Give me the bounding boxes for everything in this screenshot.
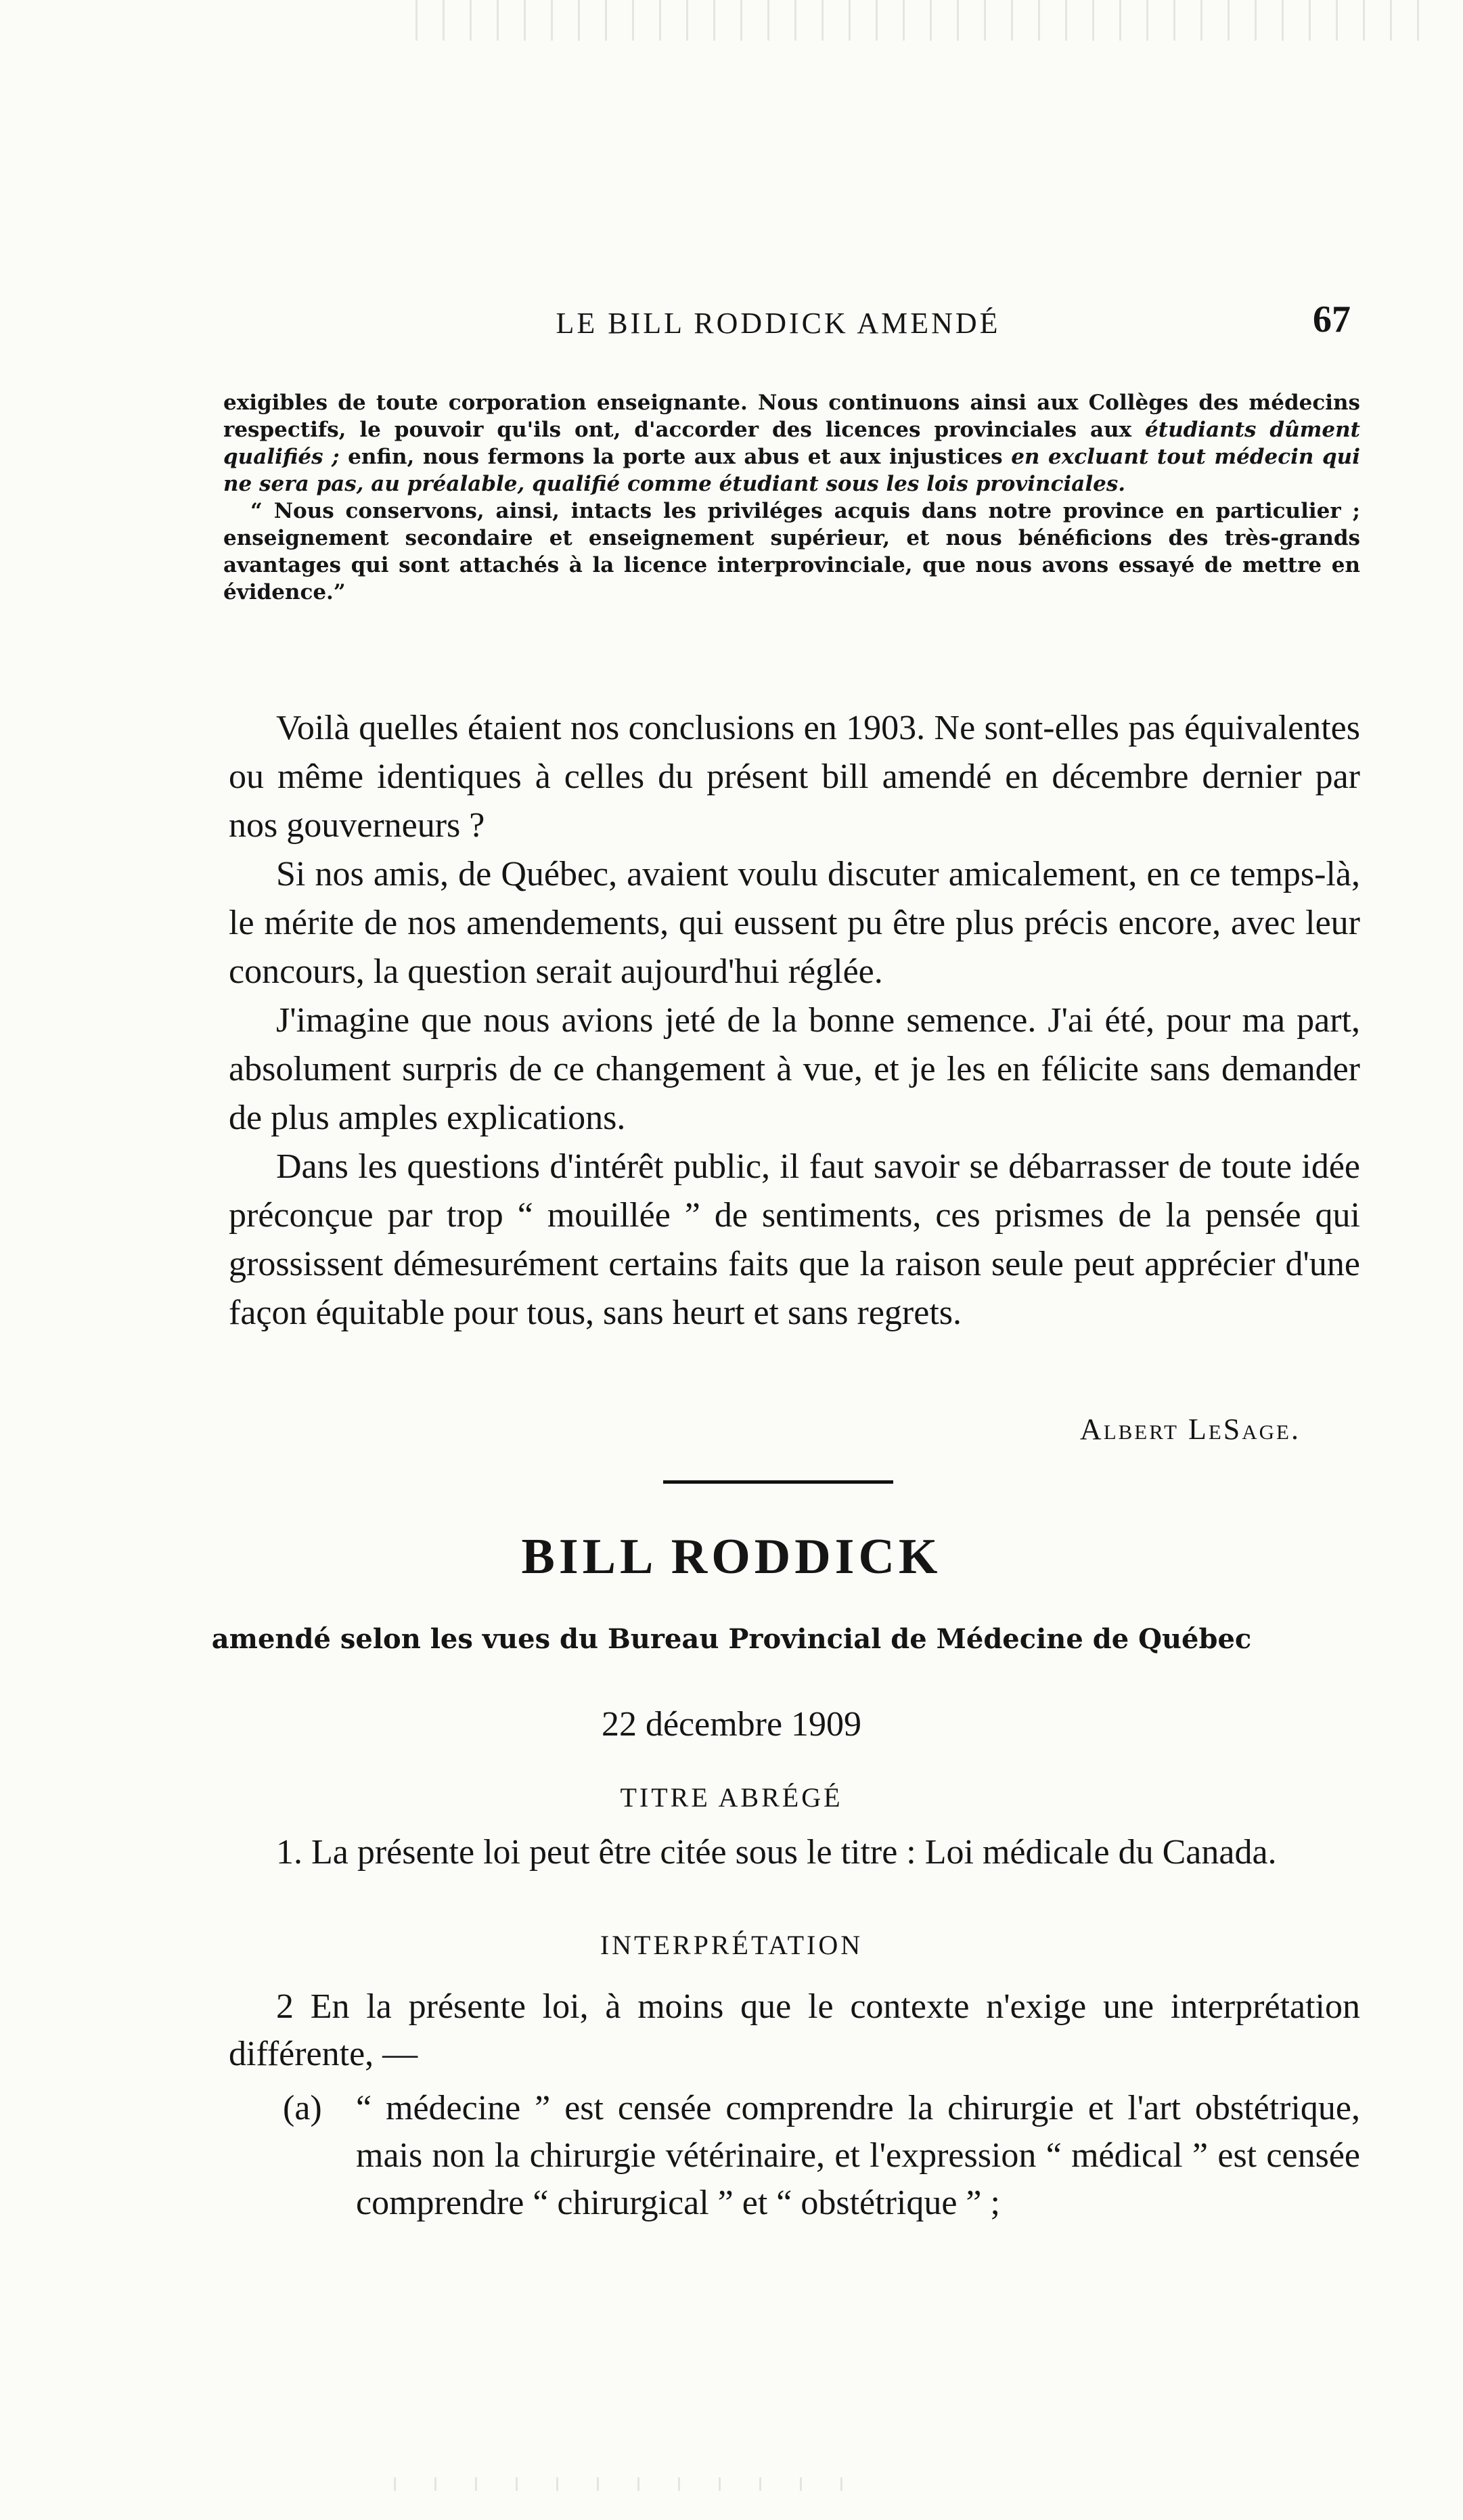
body-paragraph-4: Dans les questions d'intérêt public, il faut savoir se débarrasser de toute idée préconçue par trop “ mouillée ” de sentiments, ces prismes de la pensée qui grossissent démesurément certains faits que la raison seule peut apprécier d'une façon équitable pour tous, sans heurt et sans regrets. — [229, 1147, 1360, 1332]
clause-a — [283, 2085, 1360, 2227]
quoted-conclusions — [223, 389, 1360, 606]
article-2-text: 2 En la présente loi, à moins que le contexte n'exige une interprétation différente, — — [229, 1987, 1360, 2073]
scan-noise-top — [406, 0, 1421, 41]
scan-noise-bottom — [379, 2477, 853, 2491]
body-paragraph-1: Voilà quelles étaient nos conclusions en 1903. Ne sont-elles pas équivalentes ou même identiques à celles du présent bill amendé en décembre dernier par nos gouverneurs ? — [229, 709, 1360, 845]
author-signature: Albert LeSage. — [1079, 1413, 1301, 1446]
quote-text-1a: exigibles de toute corporation enseignante. Nous continuons ainsi aux Collèges des médecins respectifs, le pouvoir qu'ils ont, d'accorder des licences provinciales aux — [223, 391, 1360, 442]
section-divider — [663, 1480, 893, 1484]
section-heading-interpretation: INTERPRÉTATION — [600, 1930, 863, 1960]
article-1 — [229, 1829, 1360, 1876]
article-1-text: 1. La présente loi peut être citée sous le titre : Loi médicale du Canada. — [276, 1833, 1277, 1872]
section-heading-short-title: TITRE ABRÉGÉ — [620, 1782, 843, 1813]
body-paragraph-3: J'imagine que nous avions jeté de la bonne semence. J'ai été, pour ma part, absolument surpris de ce changement à vue, et je les en félicite sans demander de plus amples explications. — [229, 1001, 1360, 1137]
quote-text-1d: en excluant tout médecin qui ne sera pas, au préalable, qualifié comme étudiant sous les lois provinciales. — [223, 445, 1360, 496]
quote-text-1b: étudiants dûment qualifiés ; — [223, 418, 1360, 469]
bill-title: BILL RODDICK — [521, 1529, 942, 1585]
bill-subtitle: amendé selon les vues du Bureau Provincial de Médecine de Québec — [211, 1623, 1252, 1655]
quote-paragraph-2: “ Nous conservons, ainsi, intacts les priviléges acquis dans notre province en particulier ; enseignement secondaire et enseignement supérieur, et nous bénéficions des très-grands avantages qui sont attachés à la licence interprovinciale, que nous avons essayé de mettre en évidence.” — [223, 499, 1360, 604]
article-body — [229, 704, 1360, 1338]
page-number: 67 — [1313, 299, 1351, 340]
clause-a-text: “ médecine ” est censée comprendre la chirurgie et l'art obstétrique, mais non la chirurgie vétérinaire, et l'expression “ médical ” est censée comprendre “ chirurgical ” et “ obstétrique ” ; — [356, 2089, 1360, 2222]
quote-text-1c: enfin, nous fermons la porte aux abus et aux injustices — [339, 445, 1012, 469]
bill-date: 22 décembre 1909 — [601, 1705, 862, 1744]
body-paragraph-2: Si nos amis, de Québec, avaient voulu discuter amicalement, en ce temps-là, le mérite de nos amendements, qui eussent pu être plus précis encore, avec leur concours, la question serait aujourd'hui réglée. — [229, 855, 1360, 991]
running-head: LE BILL RODDICK AMENDÉ — [556, 307, 1001, 340]
article-2 — [229, 1983, 1360, 2078]
quote-paragraph-1 — [223, 389, 1360, 498]
clause-a-label: (a) — [283, 2089, 322, 2127]
